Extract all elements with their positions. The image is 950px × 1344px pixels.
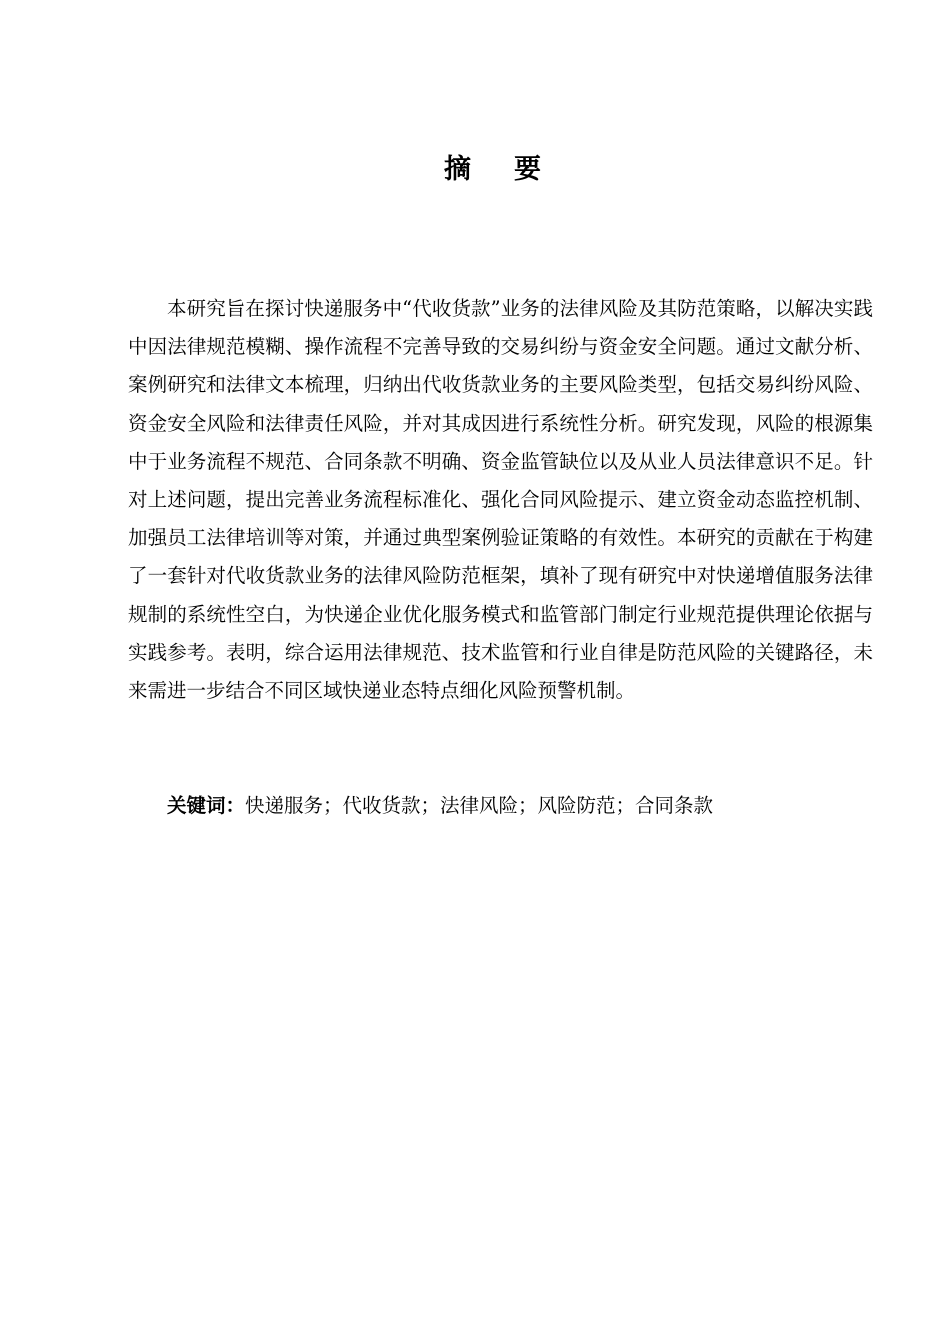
abstract-title-char-1: 摘 [444,154,472,185]
abstract-paragraph: 本研究旨在探讨快递服务中“代收货款”业务的法律风险及其防范策略，以解决实践中因法律规范模糊、操作流程不完善导致的交易纠纷与资金安全问题。通过文献分析、案例研究和法律文本梳理，归纳出代收货款业务的主要风险类型，包括交易纠纷风险、资金安全风险和法律责任风险，并对其成因进行系统性分析。研究发现，风险的根源集中于业务流程不规范、合同条款不明确、资金监管缺位以及从业人员法律意识不足。针对上述问题，提出完善业务流程标准化、强化合同风险提示、建立资金动态监控机制、加强员工法律培训等对策，并通过典型案例验证策略的有效性。本研究的贡献在于构建了一套针对代收货款业务的法律风险防范框架，填补了现有研究中对快递增值服务法律规制的系统性空白，为快递企业优化服务模式和监管部门制定行业规范提供理论依据与实践参考。表明，综合运用法律规范、技术监管和行业自律是防范风险的关键路径，未来需进一步结合不同区域快递业态特点细化风险预警机制。 [128,297,873,703]
keywords-line [128,787,873,825]
keywords-label: 关键词： [167,794,246,817]
abstract-title [0,152,950,188]
keywords-text: 快递服务；代收货款；法律风险；风险防范；合同条款 [245,794,714,817]
abstract-title-char-2: 要 [514,154,542,185]
